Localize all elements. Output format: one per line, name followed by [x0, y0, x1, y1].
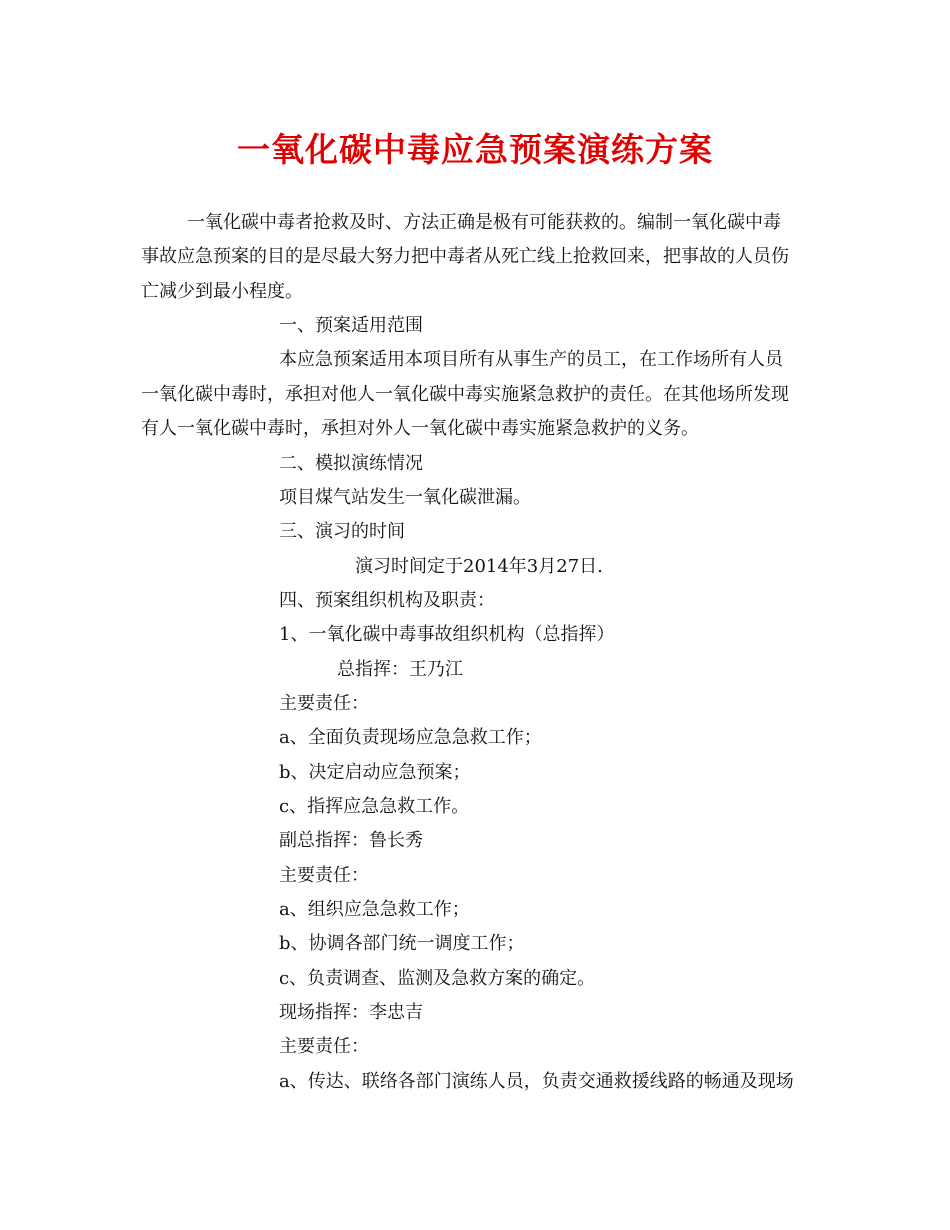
commander-duty-b: b、决定启动应急预案；: [279, 762, 471, 783]
section-3-body: 演习时间定于2014年3月27日.: [355, 556, 603, 577]
site-commander-line: 现场指挥：李忠吉: [279, 1002, 423, 1023]
deputy-duty-c: c、负责调查、监测及急救方案的确定。: [279, 968, 596, 989]
section-4-heading: 四、预案组织机构及职责：: [279, 590, 495, 611]
intro-line-3: 亡减少到最小程度。: [141, 281, 303, 302]
section-1-heading: 一、预案适用范围: [279, 315, 423, 336]
deputy-duties-label: 主要责任：: [279, 865, 369, 886]
commander-duty-a: a、全面负责现场应急急救工作；: [279, 727, 542, 748]
section-4-sub-1: 1、一氧化碳中毒事故组织机构（总指挥）: [279, 624, 615, 645]
document-title: 一氧化碳中毒应急预案演练方案: [237, 130, 713, 169]
commander-line: 总指挥：王乃江: [337, 659, 463, 680]
site-duty-a: a、传达、联络各部门演练人员，负责交通救援线路的畅通及现场: [279, 1071, 794, 1092]
deputy-duty-b: b、协调各部门统一调度工作；: [279, 933, 525, 954]
site-duties-label: 主要责任：: [279, 1036, 369, 1057]
section-2-body: 项目煤气站发生一氧化碳泄漏。: [279, 487, 531, 508]
commander-duties-label: 主要责任：: [279, 693, 369, 714]
intro-line-1: 一氧化碳中毒者抢救及时、方法正确是极有可能获救的。编制一氧化碳中毒: [187, 212, 781, 233]
section-1-line-1: 本应急预案适用本项目所有从事生产的员工，在工作场所有人员: [279, 349, 783, 370]
intro-line-2: 事故应急预案的目的是尽最大努力把中毒者从死亡线上抢救回来，把事故的人员伤: [141, 246, 789, 267]
section-3-heading: 三、演习的时间: [279, 521, 405, 542]
section-2-heading: 二、模拟演练情况: [279, 453, 423, 474]
commander-duty-c: c、指挥应急急救工作。: [279, 796, 470, 817]
deputy-commander-line: 副总指挥：鲁长秀: [279, 830, 423, 851]
deputy-duty-a: a、组织应急急救工作；: [279, 899, 470, 920]
section-1-line-2: 一氧化碳中毒时，承担对他人一氧化碳中毒实施紧急救护的责任。在其他场所发现: [141, 384, 789, 405]
section-1-line-3: 有人一氧化碳中毒时，承担对外人一氧化碳中毒实施紧急救护的义务。: [141, 418, 699, 439]
